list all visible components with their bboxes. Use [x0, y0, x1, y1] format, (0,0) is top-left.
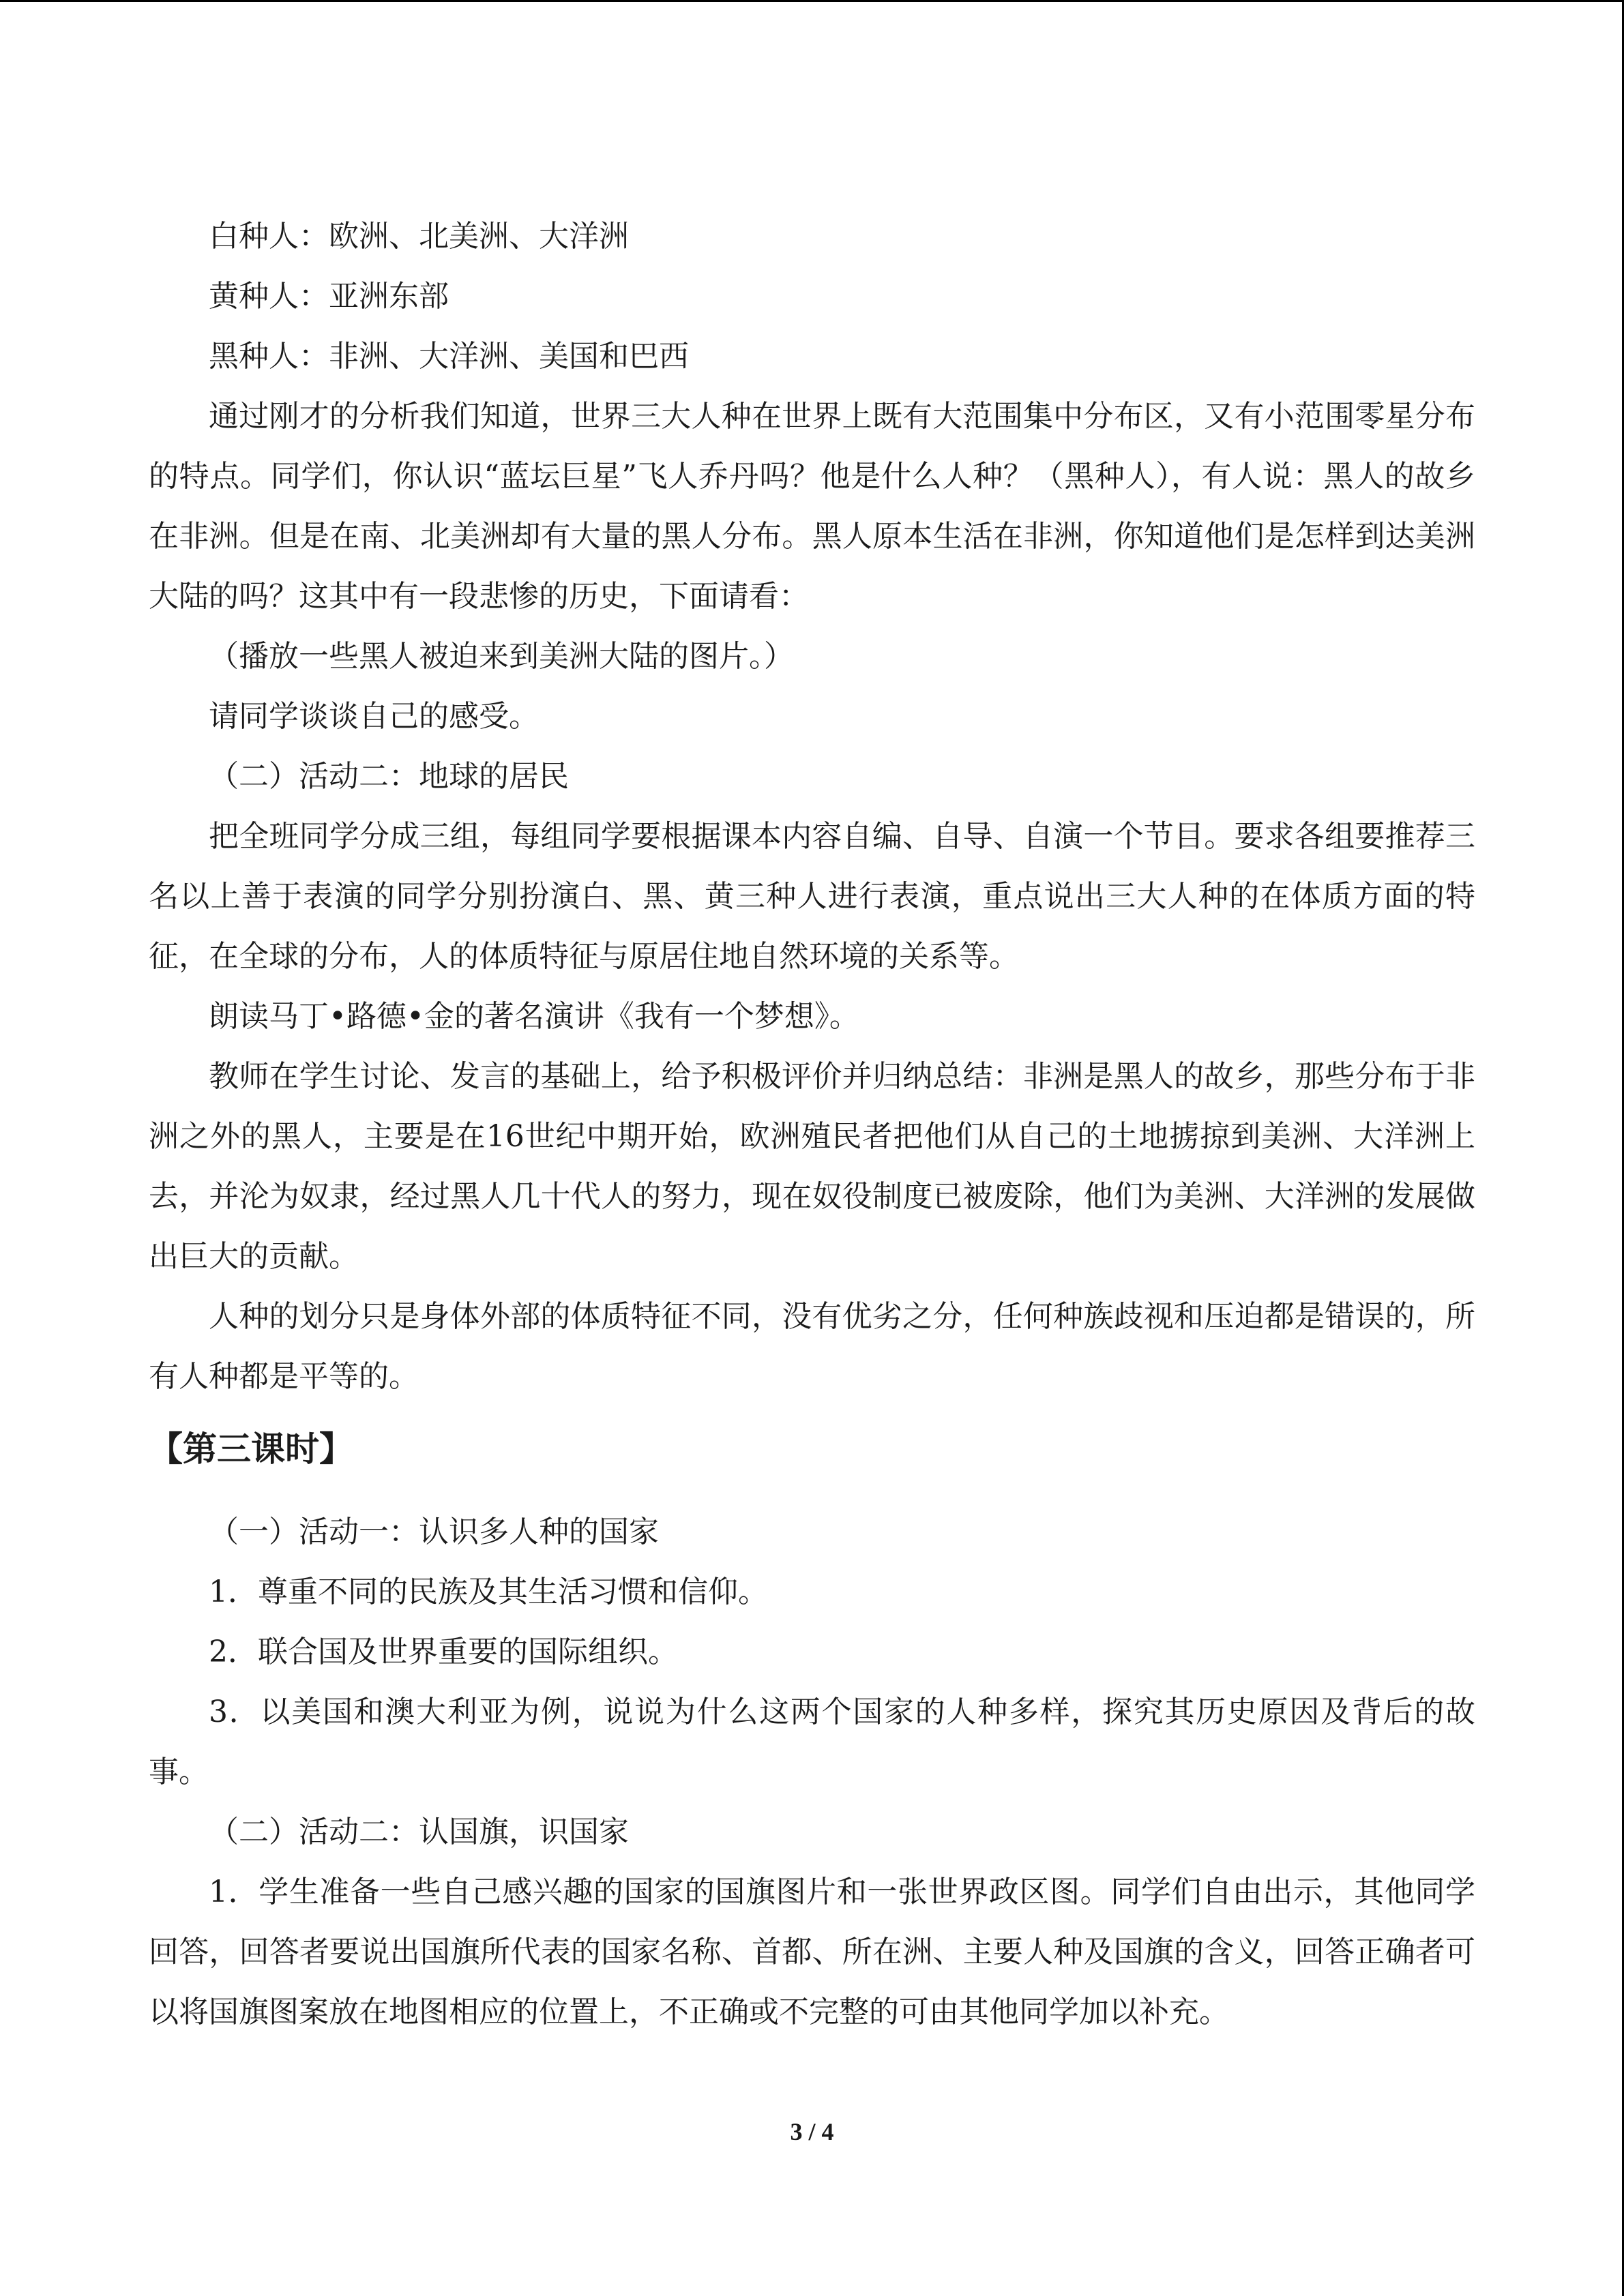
section-heading-third-lesson: 【第三课时】	[149, 1429, 353, 1469]
paragraph-equality: 人种的划分只是身体外部的体质特征不同，没有优劣之分，任何种族歧视和压迫都是错误的，所有人种都是平等的。	[149, 1299, 1475, 1394]
list-item-usa-australia: 3．以美国和澳大利亚为例，说说为什么这两个国家的人种多样，探究其历史原因及背后的故事。	[149, 1695, 1475, 1789]
paragraph-race-white: 白种人：欧洲、北美洲、大洋洲	[209, 219, 629, 254]
paragraph-teacher-summary: 教师在学生讨论、发言的基础上，给予积极评价并归纳总结：非洲是黑人的故乡，那些分布于非洲之外的黑人，主要是在16世纪中期开始，欧洲殖民者把他们从自己的土地掳掠到美洲、大洋洲上去，并沦为奴隶，经过黑人几十代人的努力，现在奴役制度已被废除，他们为美洲、大洋洲的发展做出巨大的贡献。	[149, 1059, 1475, 1274]
paragraph-group-performance: 把全班同学分成三组，每组同学要根据课本内容自编、自导、自演一个节目。要求各组要推荐三名以上善于表演的同学分别扮演白、黑、黄三种人进行表演，重点说出三大人种的在体质方面的特征，在全球的分布，人的体质特征与原居住地自然环境的关系等。	[149, 819, 1475, 974]
page-number: 3 / 4	[790, 2118, 834, 2145]
document-body	[149, 207, 1475, 2042]
paragraph-read-speech: 朗读马丁•路德•金的著名演讲《我有一个梦想》。	[209, 999, 859, 1034]
activity-one-title: （一）活动一：认识多人种的国家	[209, 1515, 659, 1549]
activity-flags-title: （二）活动二：认国旗，识国家	[209, 1815, 629, 1849]
list-item-flag-activity: 1．学生准备一些自己感兴趣的国家的国旗图片和一张世界政区图。同学们自由出示，其他同学回答，回答者要说出国旗所代表的国家名称、首都、所在洲、主要人种及国旗的含义，回答正确者可以将国旗图案放在地图相应的位置上，不正确或不完整的可由其他同学加以补充。	[149, 1875, 1475, 2029]
list-item-respect-ethnic: 1．尊重不同的民族及其生活习惯和信仰。	[209, 1575, 768, 1609]
paragraph-share-feelings: 请同学谈谈自己的感受。	[209, 699, 539, 734]
paragraph-distribution-analysis: 通过刚才的分析我们知道，世界三大人种在世界上既有大范围集中分布区，又有小范围零星分布的特点。同学们，你认识“蓝坛巨星”飞人乔丹吗？他是什么人种？（黑种人），有人说：黑人的故乡在非洲。但是在南、北美洲却有大量的黑人分布。黑人原本生活在非洲，你知道他们是怎样到达美洲大陆的吗？这其中有一段悲惨的历史，下面请看：	[149, 399, 1475, 614]
paragraph-show-pictures: （播放一些黑人被迫来到美洲大陆的图片。）	[209, 639, 794, 674]
list-item-un-organizations: 2．联合国及世界重要的国际组织。	[209, 1635, 678, 1669]
paragraph-race-yellow: 黄种人：亚洲东部	[209, 279, 449, 314]
paragraph-race-black: 黑种人：非洲、大洋洲、美国和巴西	[209, 339, 689, 374]
activity-two-title: （二）活动二：地球的居民	[209, 759, 569, 794]
